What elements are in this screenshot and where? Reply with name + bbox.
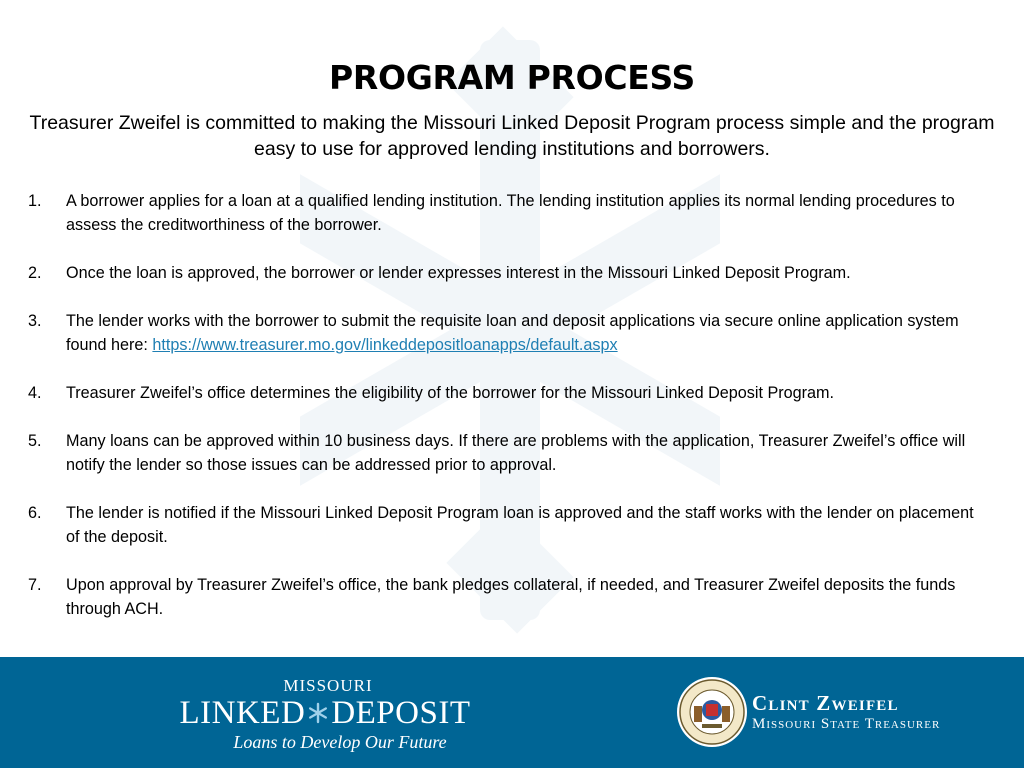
list-item: [28, 573, 988, 621]
list-item: [28, 261, 988, 285]
logo-deposit-text: DEPOSIT: [331, 695, 471, 731]
step-number: 2.: [28, 264, 42, 282]
list-item: [28, 429, 988, 477]
page-title: PROGRAM PROCESS: [329, 58, 695, 97]
step-number: 4.: [28, 384, 42, 402]
logo-missouri-text: MISSOURI: [283, 676, 373, 695]
missouri-state-seal-icon: [676, 676, 748, 748]
loan-application-link[interactable]: https://www.treasurer.mo.gov/linkeddepositloanapps/default.aspx: [152, 336, 618, 354]
list-item: [28, 189, 988, 237]
step-number: 1.: [28, 192, 42, 210]
treasurer-block: [752, 691, 940, 733]
list-item: [28, 309, 988, 357]
step-text: Upon approval by Treasurer Zweifel’s office, the bank pledges collateral, if needed, and Treasurer Zweifel deposits the funds through ACH.: [66, 576, 956, 618]
list-item: [28, 381, 988, 405]
logo-main-text: [160, 695, 490, 731]
intro-text: Treasurer Zweifel is committed to making the Missouri Linked Deposit Program process simple and the program easy to use for approved lending institutions and borrowers.: [29, 112, 995, 160]
step-text: A borrower applies for a loan at a qualified lending institution. The lending institution applies its normal lending procedures to assess the creditworthiness of the borrower.: [66, 192, 955, 234]
step-number: 3.: [28, 312, 42, 330]
step-text: The lender works with the borrower to submit the requisite loan and deposit applications via secure online application system found here:: [66, 312, 959, 354]
treasurer-title: Missouri State Treasurer: [752, 716, 941, 732]
logo-linked-text: LINKED: [179, 695, 306, 731]
snowflake-star-icon: [307, 702, 329, 724]
step-text: Once the loan is approved, the borrower or lender expresses interest in the Missouri Linked Deposit Program.: [66, 264, 851, 282]
step-text: Treasurer Zweifel’s office determines the eligibility of the borrower for the Missouri Linked Deposit Program.: [66, 384, 835, 402]
step-text: Many loans can be approved within 10 business days. If there are problems with the application, Treasurer Zweifel’s office will notify the lender so those issues can be addressed prior to approval.: [66, 432, 966, 474]
step-number: 6.: [28, 504, 42, 522]
logo-tagline: Loans to Develop Our Future: [233, 732, 447, 752]
linked-deposit-logo: [160, 677, 490, 753]
step-number: 7.: [28, 576, 42, 594]
footer-banner: [0, 657, 1024, 768]
process-steps-list: [28, 189, 988, 645]
step-number: 5.: [28, 432, 42, 450]
step-text: The lender is notified if the Missouri Linked Deposit Program loan is approved and the staff works with the lender on placement of the deposit.: [66, 504, 974, 546]
step-text-with-link: [66, 309, 988, 357]
treasurer-name: Clint Zweifel: [752, 691, 899, 715]
list-item: [28, 501, 988, 549]
